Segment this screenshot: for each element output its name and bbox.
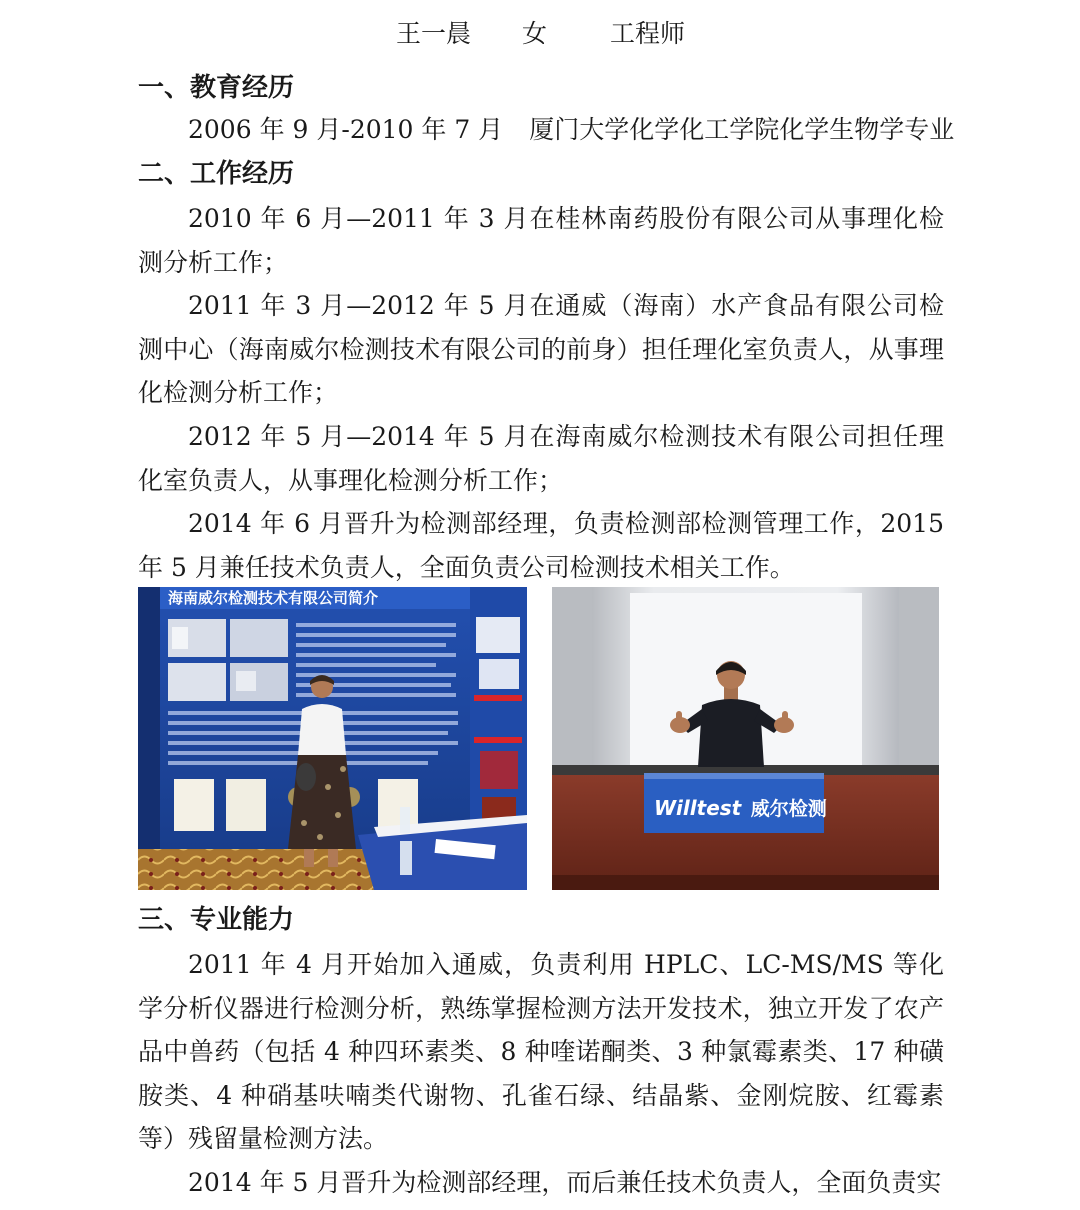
photo-exhibition-booth (138, 587, 527, 890)
resume-header (0, 14, 1080, 54)
education-school: 厦门大学化学化工学院化学生物学专业 (529, 115, 955, 144)
education-entry (188, 110, 954, 150)
work-entry-4: 2014 年 6 月晋升为检测部经理，负责检测部检测管理工作，2015 年 5 月兼任技术负责人，全面负责公司检测技术相关工作。 (138, 509, 944, 582)
booth-board-title: 海南威尔检测技术有限公司简介 (168, 589, 379, 607)
person-gender: 女 (522, 19, 548, 48)
skills-entry-1: 2011 年 4 月开始加入通威，负责利用 HPLC、LC-MS/MS 等化学分析仪器进行检测分析，熟练掌握检测方法开发技术，独立开发了农产品中兽药（包括 4 种四环素类、8 种喹诺酮类、3 种氯霉素类、17 种磺胺类、4 种硝基呋喃类代谢物、孔雀石绿、结晶紫、金刚烷胺、红霉素等）残留量检测方法。 (138, 950, 944, 1153)
person-name: 王一晨 (396, 19, 472, 48)
photo-reception-counter (552, 587, 939, 890)
work-entry-3: 2012 年 5 月—2014 年 5 月在海南威尔检测技术有限公司担任理化室负责人，从事理化检测分析工作； (138, 422, 944, 495)
counter-sign (654, 790, 827, 826)
counter-brand: Willtest (654, 796, 742, 820)
section-title-skills: 三、专业能力 (138, 905, 295, 935)
work-entry-1: 2010 年 6 月—2011 年 3 月在桂林南药股份有限公司从事理化检测分析工作； (138, 204, 944, 277)
skills-entry-2: 2014 年 5 月晋升为检测部经理，而后兼任技术负责人，全面负责实 (188, 1168, 942, 1197)
counter-label: 威尔检测 (750, 798, 827, 820)
section-title-education: 一、教育经历 (138, 73, 295, 103)
person-title: 工程师 (610, 19, 686, 48)
work-entry-2: 2011 年 3 月—2012 年 5 月在通威（海南）水产食品有限公司检测中心（海南威尔检测技术有限公司的前身）担任理化室负责人，从事理化检测分析工作； (138, 291, 944, 407)
section-title-work: 二、工作经历 (138, 159, 295, 189)
education-period: 2006 年 9 月-2010 年 7 月 (188, 115, 504, 144)
